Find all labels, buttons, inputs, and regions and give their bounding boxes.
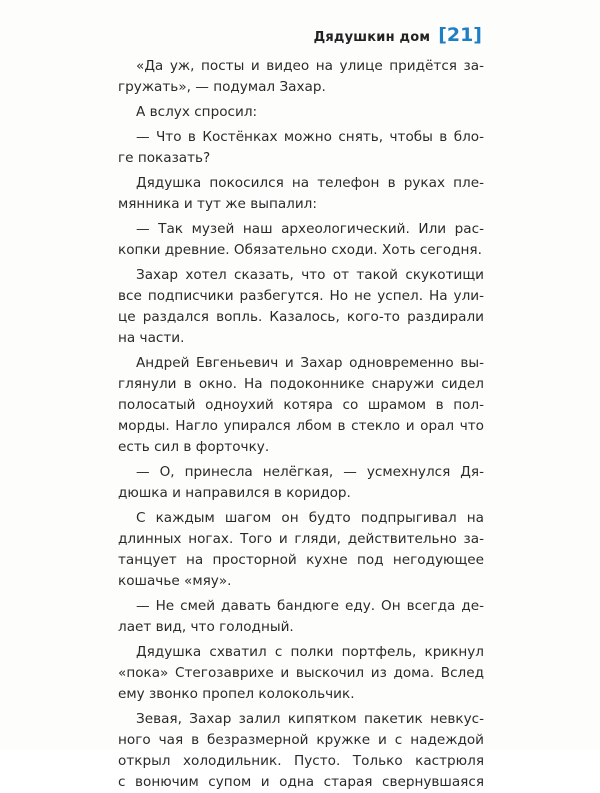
text-line: копки древние. Обязательно сходи. Хоть сегодня. [118,242,482,258]
text-line: полосатый одноухий котяра со шрамом в пол- [118,397,484,413]
text-line: Зевая, Захар залил кипятком пакетик невкус- [136,711,484,727]
paragraph [118,508,484,592]
text-line: лает вид, что голодный. [118,619,294,635]
text-line: мянника и тут же выпалил: [118,196,317,212]
text-line: С каждым шагом он будто подпрыгивал на [136,510,484,526]
paragraph [118,173,484,215]
text-line: ге показать? [118,150,211,166]
paragraph [118,642,484,705]
body-text [118,56,484,793]
text-line: це раздался вопль. Казалось, кого-то раздирали [118,309,484,325]
text-line: глянули в окно. На подоконнике снаружи сидел [118,376,484,392]
text-line: гружать», — подумал Захар. [118,79,326,95]
chapter-title: Дядушкин дом [313,30,431,45]
text-line: — Что в Костёнках можно снять, чтобы в бло- [136,129,484,145]
paragraph [118,102,484,123]
text-line: морды. Нагло упирался лбом в стекло и орал что [118,418,484,434]
page-number: [21] [438,24,482,46]
paragraph [118,265,484,349]
text-line: Дядушка схватил с полки портфель, крикнул [136,644,484,660]
text-line: с вонючим супом и одна старая свернувшаяся [118,774,484,790]
paragraph [118,596,484,638]
paragraph [118,219,484,261]
text-line: — О, принесла нелёгкая, — усмехнулся Дя- [136,464,484,480]
text-line: все подписчики разбегутся. Но не успел. На ули- [118,288,484,304]
text-line: — Так музей наш археологический. Или рас- [136,221,484,237]
text-line: Захар хотел сказать, что от такой скукотищи [136,267,484,283]
text-line: на части. [118,330,185,346]
text-line: длинных ногах. Того и гляди, действительно за- [118,531,484,547]
text-line: Андрей Евгеньевич и Захар одновременно вы- [136,355,484,371]
text-line: А вслух спросил: [136,104,258,120]
text-line: открыл холодильник. Пусто. Только кастрюля [118,753,484,769]
text-line: есть сил в форточку. [118,439,270,455]
text-line: ного чая в безразмерной кружке и с надеждой [118,732,484,748]
paragraph [118,709,484,793]
paragraph [118,353,484,458]
paragraph [118,56,484,98]
text-line: «Да уж, посты и видео на улице придётся за- [136,58,484,74]
text-line: — Не смей давать бандюге еду. Он всегда де- [136,598,484,614]
text-line: Дядушка покосился на телефон в руках пле- [136,175,484,191]
text-line: дюшка и направился в коридор. [118,485,351,501]
text-line: «пока» Стегозаврихе и выскочил из дома. Вслед [118,665,484,681]
running-head [314,24,482,46]
paragraph [118,462,484,504]
paragraph [118,127,484,169]
text-line: ему звонко пропел колокольчик. [118,686,355,702]
text-line: танцует на просторной кухне под негодующее [118,552,484,568]
text-line: кошачье «мяу». [118,573,232,589]
